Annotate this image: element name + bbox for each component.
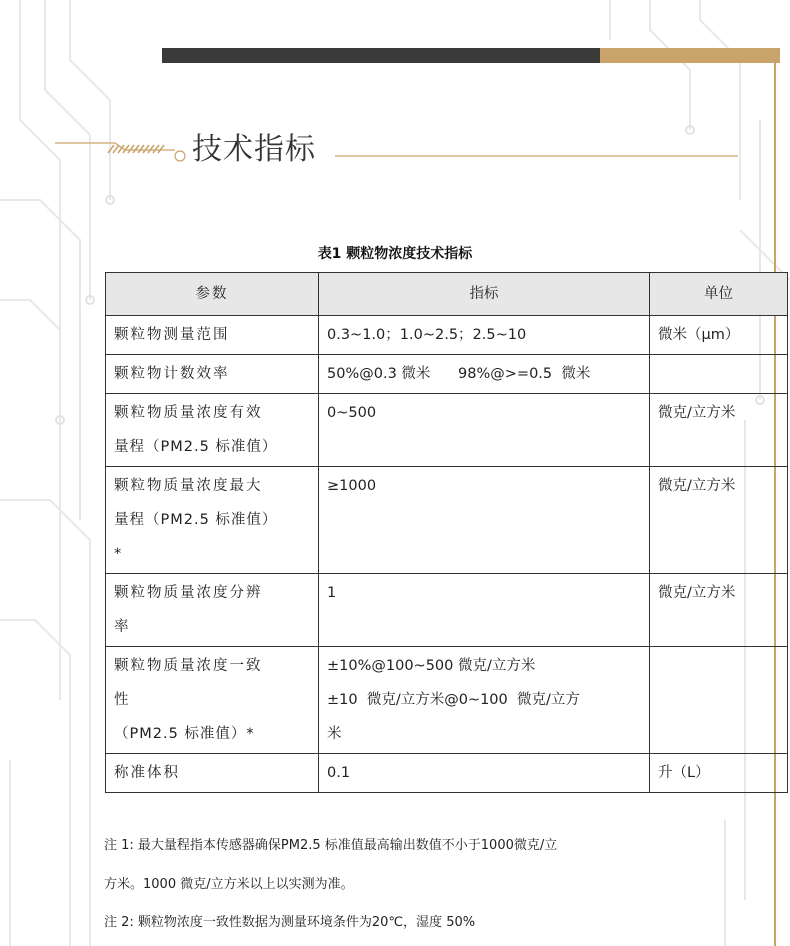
table-row	[106, 647, 788, 754]
cell-unit	[650, 355, 788, 394]
column-header-value: 指标	[319, 273, 650, 316]
table-row	[106, 574, 788, 647]
table-row	[106, 394, 788, 467]
cell-value: 0.1	[319, 754, 650, 793]
cell-param: 颗粒物质量浓度分辨 率	[106, 574, 319, 647]
table-row	[106, 355, 788, 394]
cell-param: 颗粒物计数效率	[106, 355, 319, 394]
cell-param: 颗粒物质量浓度一致 性 （PM2.5 标准值）*	[106, 647, 319, 754]
column-header-param: 参数	[106, 273, 319, 316]
cell-unit: 微克/立方米	[650, 394, 788, 467]
cell-value: ≥1000	[319, 467, 650, 574]
cell-value: 0~500	[319, 394, 650, 467]
cell-value: 0.3~1.0；1.0~2.5；2.5~10	[319, 316, 650, 355]
cell-param: 颗粒物测量范围	[106, 316, 319, 355]
cell-value: 1	[319, 574, 650, 647]
note-1-line-1: 注 1: 最大量程指本传感器确保PM2.5 标准值最高输出数值不小于1000微克/立	[104, 838, 558, 853]
table-row	[106, 754, 788, 793]
cell-unit: 微克/立方米	[650, 467, 788, 574]
cell-param: 颗粒物质量浓度最大 量程（PM2.5 标准值） *	[106, 467, 319, 574]
cell-value: 50%@0.3 微米 98%@>=0.5 微米	[319, 355, 650, 394]
page-title: 技术指标	[192, 132, 316, 167]
note-2: 注 2: 颗粒物浓度一致性数据为测量环境条件为20℃，湿度 50%	[104, 915, 476, 930]
table-row	[106, 467, 788, 574]
cell-param: 颗粒物质量浓度有效 量程（PM2.5 标准值）	[106, 394, 319, 467]
cell-unit: 微克/立方米	[650, 574, 788, 647]
table-header-row	[106, 273, 788, 316]
table-row	[106, 316, 788, 355]
spec-table	[105, 272, 788, 793]
note-1-line-2: 方米。1000 微克/立方米以上以实测为准。	[104, 877, 354, 892]
column-header-unit: 单位	[650, 273, 788, 316]
cell-unit: 升（L）	[650, 754, 788, 793]
cell-unit	[650, 647, 788, 754]
cell-param: 称准体积	[106, 754, 319, 793]
table-caption: 表1 颗粒物浓度技术指标	[317, 246, 473, 262]
cell-value: ±10%@100~500 微克/立方米 ±10 微克/立方米@0~100 微克/立方 米	[319, 647, 650, 754]
cell-unit: 微米（μm）	[650, 316, 788, 355]
